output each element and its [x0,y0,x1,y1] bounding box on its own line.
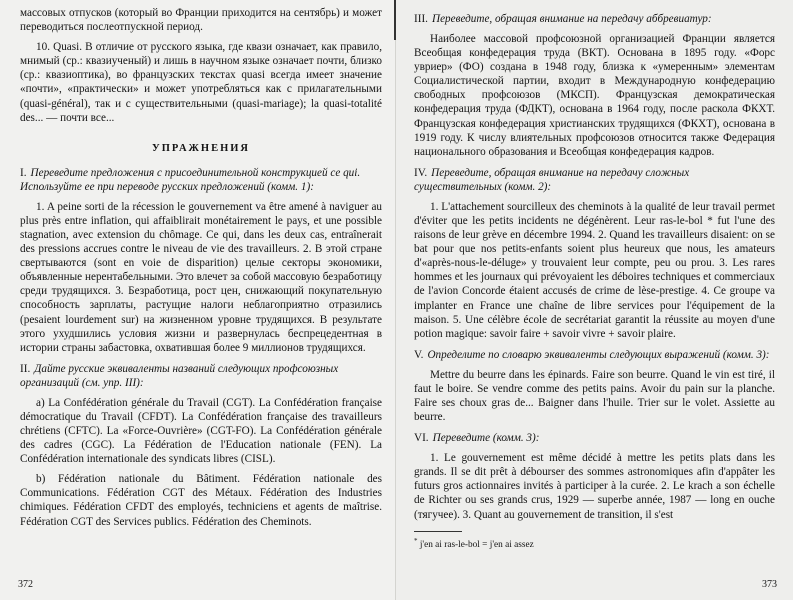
continuation-paragraph: массовых отпусков (который во Франции приходится на сентябрь) и может переводиться послеотпускной период. [20,7,382,34]
exercise-6-title: Переведите (комм. 3): [432,432,540,445]
exercise-5-body: Mettre du beurre dans les épinards. Faire son beurre. Quand le vin est tiré, il faut le boire. Se vendre comme des petits pains. Avoir du pain sur la planche. Faire ses choux gras de... Baigner dans l'huile. Trier sur le volet. Assiette au beurre. [414,368,775,424]
exercise-2-title: Дайте русские эквиваленты названий следующих профсоюзных организаций (см. упр. III): [20,362,339,389]
right-page [396,0,793,600]
exercise-3-body: Наиболее массовой профсоюзной организацией Франции является Всеобщая конфедерация труда (ВКТ). Основана в 1895 году. «Форс увриер» (ФО) создана в 1948 году, близка к «умеренным» элементам Социалистической партии, входит в Международную конфедерацию свободных профсоюзов (МКСП). Французская демократическая конфедерация труда (ФДКТ), основана в 1964 году, после раскола ФКХТ. Французская конфедерация христианских трудящихся (ФКХТ), основана в 1919 году. К числу влиятельных профсоюзов относится также Федерация национального образования и Всеобщая конфедерация кадров. [414,33,775,158]
footnote-text: j'en ai ras-le-bol = j'en ai assez [419,539,534,550]
footnote [414,535,775,551]
exercise-6-number: VI. [414,432,429,445]
exercise-2-header [20,362,382,390]
exercise-4-header [414,166,775,194]
exercise-4-body: 1. L'attachement sourcilleux des cheminots à la qualité de leur travail permet d'éviter que les petits incidents ne dégénèrent. Leur ras-le-bol * fut l'une des raisons de leur grève en décembre 1994. 2. Quand les travailleurs disaient: on se bat pour que nos petits-enfants soient plus heureux que nous, les amateurs d'«après-nous-le-déluge» y trouvaient leur compte, peu ou prou. 3. Les rares hommes et les journaux qui prévoyaient les déboires techniques et commerciaux de l'avion Concorde étaient accusés de crime de lèse-prestige. 4. Ce groupe va implanter en France une chaîne de libre services pour l'équipement de la maison. 5. Une célèbre école de secrétariat garantit la réussite au moyen d'une potion magique: savoir faire + savoir vivre + savoir plaire. [414,200,775,340]
exercise-5-header [414,348,775,362]
exercise-6-body: 1. Le gouvernement est même décidé à mettre les petits plats dans les grands. Il se dit prêt à débourser des sommes astronomiques afin d'appâter les futurs gros actionnaires invités à participer à la curée. 2. Le krach a son échelle de Richter ou ses grands crus, 1929 — superbe année, 1987 — long en ouche (тягучее). 3. Quant au gouvernement de transition, il s'est [414,452,775,521]
exercise-4-number: IV. [414,166,428,179]
exercise-6-header [414,431,775,445]
quasi-paragraph: 10. Quasi. В отличие от русского языка, где квази означает, как правило, мнимый (ср.: квазиученый) и лишь в научном языке означает почти, близко (ср.: квазиоптика), во французских текстах quasi всегда имеет значение «почти», «практически» и может употребляться как с прилагательными (quasi-général), так и с существительными (quasi-mariage); la quasi-totalité des... — почти все... [20,41,382,124]
exercise-1-number: I. [20,166,27,179]
exercise-1-title: Переведите предложения с присоединительной конструкцией ce qui. Используйте ее при переводе русских предложений (комм. 1): [20,166,361,193]
page-number-left: 372 [18,579,33,590]
exercise-1-body: 1. A peine sorti de la récession le gouvernement va être amené à naviguer au plus près entre inflation, qui affaiblirait monétairement le pays, et une possible stagnation, avec extension du chômage. Ce qui, dans les deux cas, entraînerait des pressions accrues contre le niveau de vie des travailleurs. 2. В этой стране свертываются (sont en voie de disparition) целые секторы экономики, объявленные нерентабельными. Это влечет за собой массовую безработицу среди трудящихся. 3. Безработица, рост цен, снижающий покупательную способность зарплаты, растущие налоги неблагоприятно отразились (pesaient lourdement sur) на жизненном уровне трудящихся. В результате этого ухудшились условия жизни и развернулась беспрецедентная в истории страны забастовка, охватившая более 9 миллионов трудящихся. [20,200,382,354]
exercise-3-title: Переведите, обращая внимание на передачу аббревиатур: [431,13,712,25]
page-number-right: 373 [762,579,777,590]
exercise-4-title: Переведите, обращая внимание на передачу сложных существительных (комм. 2): [414,166,690,193]
left-page [0,0,396,600]
exercise-5-number: V. [414,348,424,361]
exercise-3-header [414,12,775,26]
exercise-2-part-b: b) Fédération nationale du Bâtiment. Fédération nationale des Communications. Fédération CGT des Métaux. Fédération des Industries chimiques. Fédération CFDT des employés, techniciens et agents de maîtrise. Fédération CGT des Services publics. Fédération des Cheminots. [20,473,382,528]
exercise-2-number: II. [20,362,31,375]
exercise-3-number: III. [414,13,428,25]
exercise-1-header [20,166,382,194]
exercise-2-part-a: a) La Confédération générale du Travail (CGT). La Confédération française démocratique du Travail (CFDT). La Confédération française des travailleurs chrétiens (CFTC). La «Force-Ouvrière» (CGT-FO). La Confédération générale des cadres (CGC). La Fédération de l'Education nationale (FEN). La Confédération internationale des syndicats libres (CISL). [20,396,382,466]
exercise-5-title: Определите по словарю эквиваленты следующих выражений (комм. 3): [427,348,770,361]
footnote-rule [414,531,462,532]
footnote-mark: * [414,536,418,545]
section-title: УПРАЖНЕНИЯ [152,142,250,154]
